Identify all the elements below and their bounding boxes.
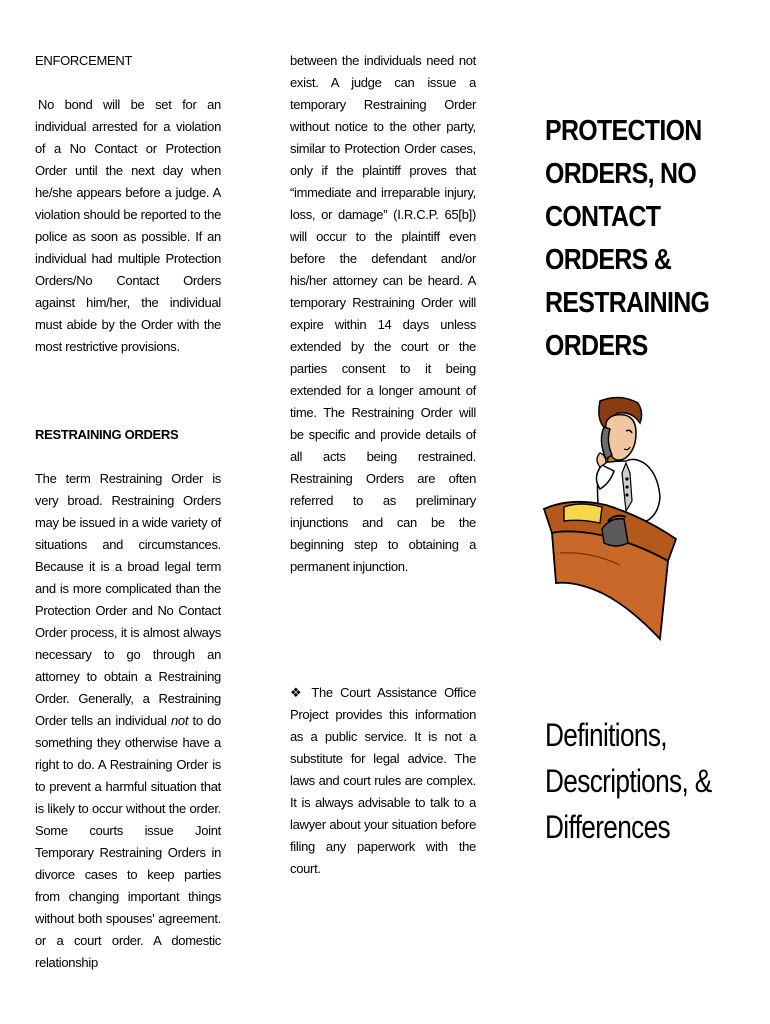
middle-column <box>290 50 476 578</box>
restraining-text-part-2: to do something they otherwise have a right to do. A Restraining Order is to prevent a harmful situation that is likely to occur without the order. Some courts issue Joint Temporary Restraining Orders in divorce cases to keep parties from changing important things without both spouses' agreement. or a court order. A domestic relationship <box>35 713 221 970</box>
person-at-desk-on-phone-icon <box>540 393 680 641</box>
left-column <box>35 50 221 974</box>
title-line: ORDERS <box>545 330 648 362</box>
diamond-bullet-icon: ❖ <box>290 685 306 700</box>
title-line: RESTRAINING <box>545 287 710 319</box>
title-line: CONTACT <box>545 201 661 233</box>
title-line: ORDERS, NO <box>545 158 697 190</box>
subtitle-line: Definitions, <box>545 717 667 753</box>
restraining-text-part-1: The term Restraining Order is very broad. Restraining Orders may be issued in a wide variety of situations and circumstances. Because it is a broad legal term and is more complicated than the Protection Order and No Contact Order process, it is almost always necessary to go through an attorney to obtain a Restraining Order. Generally, a Restraining Order tells an individual <box>35 471 221 728</box>
brochure-subtitle <box>545 712 742 850</box>
title-line: PROTECTION <box>545 115 702 147</box>
restraining-orders-heading: RESTRAINING ORDERS <box>35 427 179 442</box>
restraining-text-emphasis: not <box>170 713 189 728</box>
enforcement-heading: ENFORCEMENT <box>35 53 133 68</box>
subtitle-line: Differences <box>545 809 671 845</box>
enforcement-paragraph: No bond will be set for an individual arrested for a violation of a No Contact or Protection Order until the next day when he/she appears before a judge. A violation should be reported to the police as soon as possible. If an individual had multiple Protection Orders/No Contact Orders against him/her, the individual must abide by the Order with the most restrictive provisions. <box>35 97 221 354</box>
brochure-title <box>545 110 726 368</box>
restraining-orders-paragraph <box>35 468 221 974</box>
disclaimer-text: The Court Assistance Office Project provides this information as a public service. It is not a substitute for legal advice. The laws and court rules are complex. It is always advisable to talk to a lawyer about your situation before filing any paperwork with the court. <box>290 685 476 876</box>
disclaimer-notice <box>290 682 476 880</box>
restraining-continued-paragraph: between the individuals need not exist. A judge can issue a temporary Restraining Order without notice to the other party, similar to Protection Order cases, only if the plaintiff proves that “immediate and irreparable injury, loss, or damage” (I.R.C.P. 65[b]) will occur to the plaintiff even before the defendant and/or his/her attorney can be heard. A temporary Restraining Order will expire within 14 days unless extended by the court or the parties consent to it being extended for a longer amount of time. The Restraining Order will be specific and provide details of all acts being restrained. Restraining Orders are often referred to as preliminary injunctions and can be the beginning step to obtaining a permanent injunction. <box>290 53 476 574</box>
title-line: ORDERS & <box>545 244 672 276</box>
subtitle-line: Descriptions, & <box>545 763 712 799</box>
